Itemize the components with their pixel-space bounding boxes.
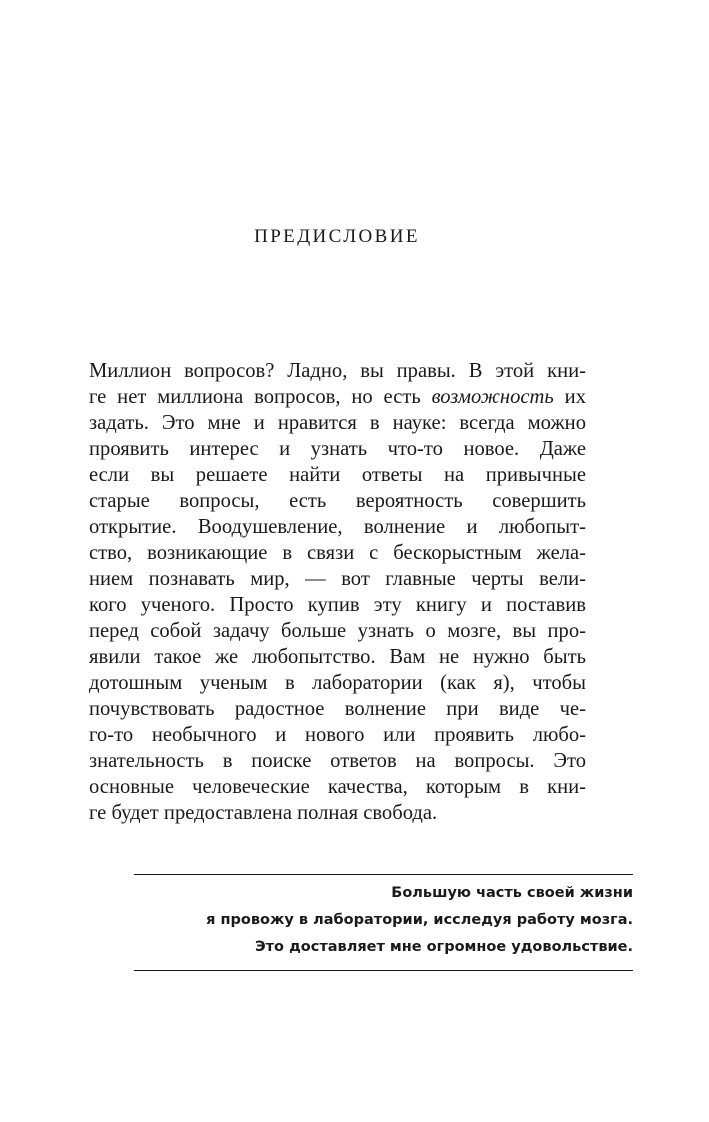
- paragraph-line: старые вопросы, есть вероятность совершить: [89, 490, 586, 512]
- paragraph-line: проявить интерес и узнать что-то новое. Даже: [89, 438, 586, 460]
- paragraph-line: явили такое же любопытство. Вам не нужно быть: [89, 646, 586, 668]
- paragraph-line: кого ученого. Просто купив эту книгу и поставив: [89, 594, 586, 616]
- paragraph-line: ге нет миллиона вопросов, но есть возможность их: [89, 386, 586, 408]
- pull-quote-line: Это доставляет мне огромное удовольствие.: [255, 939, 633, 955]
- paragraph-line: ге будет предоставлена полная свобода.: [89, 802, 438, 824]
- paragraph-line: почувствовать радостное волнение при виде че-: [89, 698, 586, 720]
- paragraph-line: задать. Это мне и нравится в науке: всегда можно: [89, 412, 586, 434]
- body-paragraph: [89, 358, 586, 826]
- pull-quote: [134, 874, 633, 971]
- paragraph-line: дотошным ученым в лаборатории (как я), чтобы: [89, 672, 586, 694]
- pull-quote-line: я провожу в лаборатории, исследуя работу мозга.: [206, 912, 633, 928]
- paragraph-line: ство, возникающие в связи с бескорыстным жела-: [89, 542, 586, 564]
- paragraph-line: открытие. Воодушевление, волнение и любопыт-: [89, 516, 586, 538]
- chapter-heading: ПРЕДИСЛОВИЕ: [254, 226, 420, 247]
- paragraph-line: если вы решаете найти ответы на привычные: [89, 464, 586, 486]
- pull-quote-line: Большую часть своей жизни: [391, 885, 633, 901]
- paragraph-line: Миллион вопросов? Ладно, вы правы. В этой кни-: [89, 360, 586, 382]
- paragraph-line: перед собой задачу больше узнать о мозге, вы про-: [89, 620, 586, 642]
- paragraph-line: го-то необычного и нового или проявить любо-: [89, 724, 586, 746]
- emphasis-word: возможность: [431, 386, 554, 408]
- paragraph-line: знательность в поиске ответов на вопросы. Это: [89, 750, 586, 772]
- paragraph-line: нием познавать мир, — вот главные черты вели-: [89, 568, 586, 590]
- paragraph-line: основные человеческие качества, которым в кни-: [89, 776, 586, 798]
